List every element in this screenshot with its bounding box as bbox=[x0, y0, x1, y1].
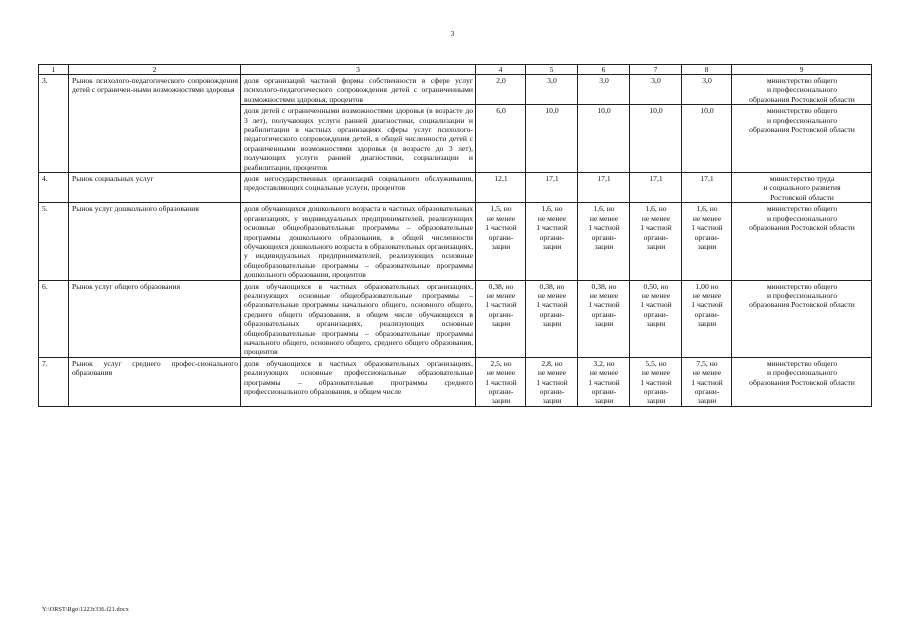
responsible-body: министерство общего и профессионального образования Ростовской области bbox=[732, 203, 872, 280]
target-value: 12,1 bbox=[476, 173, 526, 203]
target-value: 10,0 bbox=[578, 105, 630, 173]
header-row bbox=[39, 65, 872, 75]
responsible-body: министерство труда и социального развития Ростовской области bbox=[732, 173, 872, 203]
market-name: Рынок психолого-педагогического сопровождения детей с ограничен-ными возможностями здоровья bbox=[69, 75, 241, 173]
target-value: 3,0 bbox=[526, 75, 578, 105]
responsible-body: министерство общего и профессионального образования Ростовской области bbox=[732, 357, 872, 406]
target-value: 1,6, но не менее 1 частной органи- зации bbox=[630, 203, 682, 280]
market-name: Рынок услуг общего образования bbox=[69, 280, 241, 357]
table-row bbox=[39, 280, 872, 357]
target-value: 6,0 bbox=[476, 105, 526, 173]
header-cell: 3 bbox=[241, 65, 476, 75]
target-value: 3,2, но не менее 1 частной органи- зации bbox=[578, 357, 630, 406]
header-cell: 6 bbox=[578, 65, 630, 75]
header-cell: 2 bbox=[69, 65, 241, 75]
indicator-text: доля обучающихся в частных образовательных организациях, реализующих основные профессиональные образовательные программы – образовательные программы среднего профессионального образования, в общем числе bbox=[241, 357, 476, 406]
table-row bbox=[39, 173, 872, 203]
target-value: 2,5, но не менее 1 частной органи- зации bbox=[476, 357, 526, 406]
table-row bbox=[39, 75, 872, 105]
target-value: 17,1 bbox=[682, 173, 732, 203]
indicator-text: доля детей с ограниченными возможностями здоровья (в возрасте до 3 лет), получающих услуги ранней диагностики, социализации и реабилитации в частных организациях сферы услуг психолого-педагогического сопровождения детей, в общей численности детей с ограниченными возможностями здоровья (в возрасте до 3 лет), получающих услуги ранней диагностики, социализации и реабилитации, процентов bbox=[241, 105, 476, 173]
row-number: 4. bbox=[39, 173, 69, 203]
target-value: 1,6, но не менее 1 частной органи- зации bbox=[526, 203, 578, 280]
target-value: 17,1 bbox=[578, 173, 630, 203]
responsible-body: министерство общего и профессионального образования Ростовской области bbox=[732, 75, 872, 105]
target-value: 2,0 bbox=[476, 75, 526, 105]
header-cell: 5 bbox=[526, 65, 578, 75]
row-number: 7. bbox=[39, 357, 69, 406]
target-value: 7,5, но не менее 1 частной органи- зации bbox=[682, 357, 732, 406]
header-cell: 7 bbox=[630, 65, 682, 75]
target-value: 3,0 bbox=[682, 75, 732, 105]
target-value: 10,0 bbox=[526, 105, 578, 173]
target-value: 1,00 но не менее 1 частной органи- зации bbox=[682, 280, 732, 357]
responsible-body: министерство общего и профессионального образования Ростовской области bbox=[732, 105, 872, 173]
table-row bbox=[39, 357, 872, 406]
target-value: 0,38, но не менее 1 частной органи- зации bbox=[476, 280, 526, 357]
header-cell: 9 bbox=[732, 65, 872, 75]
target-value: 10,0 bbox=[630, 105, 682, 173]
target-value: 3,0 bbox=[630, 75, 682, 105]
page-number: 3 bbox=[450, 30, 455, 38]
indicator-text: доля организаций частной формы собственности в сфере услуг психолого-педагогического сопровождения детей с ограниченными возможностями здоровья, процентов bbox=[241, 75, 476, 105]
header-cell: 1 bbox=[39, 65, 69, 75]
target-value: 0,38, но не менее 1 частной органи- зации bbox=[526, 280, 578, 357]
target-value: 3,0 bbox=[578, 75, 630, 105]
market-name: Рынок социальных услуг bbox=[69, 173, 241, 203]
target-value: 17,1 bbox=[526, 173, 578, 203]
indicator-text: доля обучающихся дошкольного возраста в частных образовательных организациях, у индивидуальных предпринимателей, реализующих основные общеобразовательные программы – образовательные программы дошкольного образования, в общей численности обучающихся дошкольного возраста в образовательных организациях, у индивидуальных предпринимателей, реализующих основные общеобразовательные программы – образовательные программы дошкольного образования, процентов bbox=[241, 203, 476, 280]
indicators-table bbox=[38, 64, 872, 407]
file-path-footer: Y:\ORST\Rgo\1223r336.f21.docx bbox=[42, 606, 129, 613]
target-value: 2,8, но не менее 1 частной органи- зации bbox=[526, 357, 578, 406]
table-row bbox=[39, 203, 872, 280]
indicator-text: доля обучающихся в частных образовательных организациях, реализующих основные общеобразовательные программы – образовательные программы начального общего, основного общего, среднего общего образования, в общем числе обучающихся в образовательных организациях, реализующих основные общеобразовательные программы – образовательные программы начального общего, основного общего, среднего общего образования, процентов bbox=[241, 280, 476, 357]
market-name: Рынок услуг среднего профес-сионального образования bbox=[69, 357, 241, 406]
row-number: 6. bbox=[39, 280, 69, 357]
header-cell: 4 bbox=[476, 65, 526, 75]
target-value: 17,1 bbox=[630, 173, 682, 203]
target-value: 1,5, но не менее 1 частной органи- зации bbox=[476, 203, 526, 280]
target-value: 0,50, но не менее 1 частной органи- зации bbox=[630, 280, 682, 357]
row-number: 3. bbox=[39, 75, 69, 173]
market-name: Рынок услуг дошкольного образования bbox=[69, 203, 241, 280]
row-number: 5. bbox=[39, 203, 69, 280]
target-value: 0,38, но не менее 1 частной органи- зации bbox=[578, 280, 630, 357]
header-cell: 8 bbox=[682, 65, 732, 75]
target-value: 1,6, но не менее 1 частной органи- зации bbox=[578, 203, 630, 280]
indicator-text: доля негосударственных организаций социального обслуживания, предоставляющих социальные услуги, процентов bbox=[241, 173, 476, 203]
responsible-body: министерство общего и профессионального образования Ростовской области bbox=[732, 280, 872, 357]
target-value: 1,6, но не менее 1 частной органи- зации bbox=[682, 203, 732, 280]
target-value: 10,0 bbox=[682, 105, 732, 173]
target-value: 5,5, но не менее 1 частной органи- зации bbox=[630, 357, 682, 406]
